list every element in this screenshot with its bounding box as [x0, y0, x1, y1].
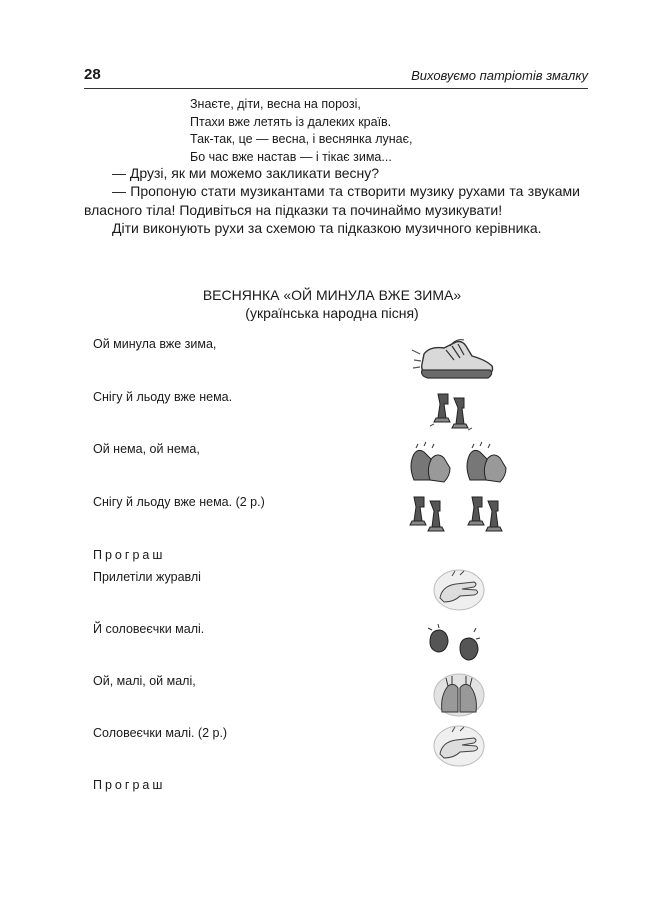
song-subtitle: (українська народна пісня) — [245, 305, 419, 321]
prose — [84, 164, 580, 238]
song-heading — [84, 286, 580, 322]
clap-hand-icon — [432, 568, 486, 612]
lyric-line: Ой нема, ой нема, — [93, 442, 200, 456]
page-number: 28 — [84, 66, 101, 83]
stomping-legs-icon — [428, 390, 474, 434]
interlude-label: Програш — [93, 778, 166, 792]
lyric-line: Прилетіли журавлі — [93, 570, 201, 584]
poem-line: Знаєте, діти, весна на порозі, — [190, 97, 361, 111]
stage-direction: Діти виконують рухи за схемою та підказкою музичного керівника. — [112, 220, 542, 237]
interlude-label: Програш — [93, 548, 166, 562]
song-title: ВЕСНЯНКА «ОЙ МИНУЛА ВЖЕ ЗИМА» — [202, 287, 462, 303]
lyric-line: Снігу й льоду вже нема. — [93, 390, 233, 404]
poem-line: Бо час вже настав — і тікає зима... — [190, 149, 392, 164]
lyric-line: Й соловеєчки малі. — [93, 622, 205, 636]
stomping-legs-icon — [404, 493, 510, 539]
lyric-line: Ой минула вже зима, — [93, 337, 217, 351]
finger-snap-icon — [426, 622, 482, 666]
clapping-hands-icon — [404, 440, 514, 486]
dialogue-question: — Друзі, як ми можемо закликати весну? — [112, 165, 380, 181]
lyric-line: Соловеєчки малі. (2 р.) — [93, 726, 228, 740]
lyric-line: Снігу й льоду вже нема. (2 р.) — [93, 495, 265, 509]
header-rule — [84, 88, 588, 89]
running-title: Виховуємо патріотів змалку — [411, 68, 588, 83]
knee-pat-icon — [432, 672, 486, 718]
page-header — [84, 66, 588, 90]
poem — [190, 96, 412, 166]
clap-hand-icon — [432, 724, 486, 768]
shoe-icon — [410, 336, 498, 382]
dialogue-answer: — Пропоную стати музикантами та створити музику рухами та звуками власного тіла! Подивіться на підказки та починаймо музикувати! — [84, 183, 580, 218]
lyric-line: Ой, малі, ой малі, — [93, 674, 196, 688]
poem-line: Так-так, це — весна, і веснянка лунає, — [190, 132, 413, 146]
poem-line: Птахи вже летять із далеких країв. — [190, 114, 392, 129]
